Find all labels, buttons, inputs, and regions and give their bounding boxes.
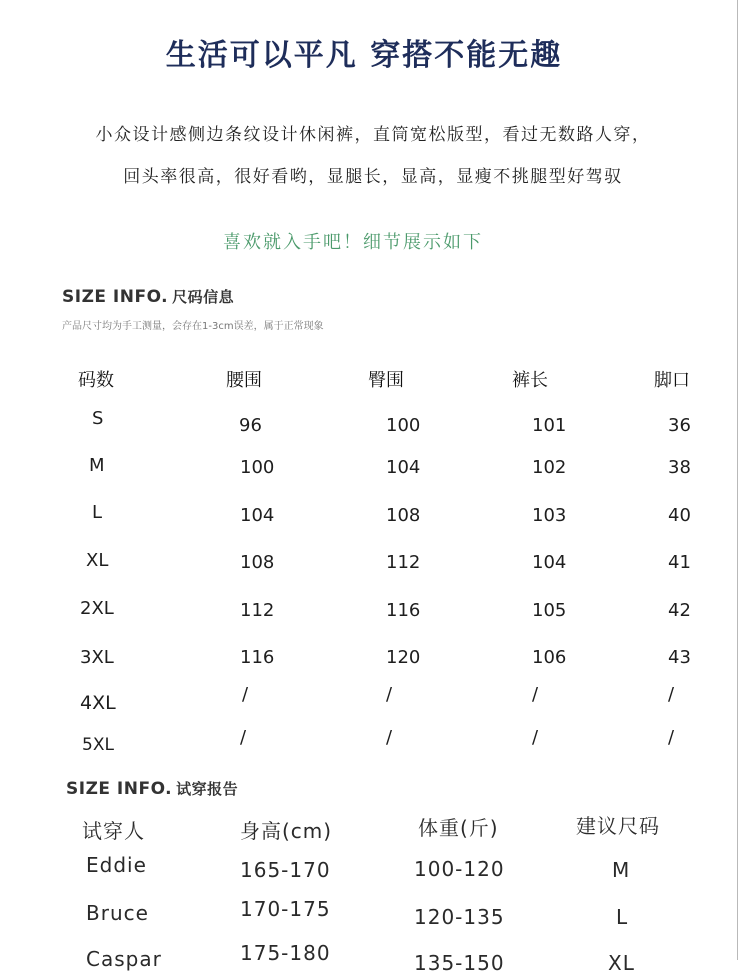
fit-report-heading-en: SIZE INFO. — [66, 779, 173, 799]
fit-col-header: 试穿人 — [82, 819, 145, 843]
size-cell-hip: 112 — [386, 552, 421, 573]
fit-cell-size: L — [616, 905, 629, 929]
fit-report-heading — [66, 778, 238, 799]
size-cell-hip: 108 — [386, 505, 421, 526]
fit-cell-height: 170-175 — [240, 897, 331, 921]
size-cell-length: 103 — [532, 505, 567, 526]
size-cell-length: 101 — [532, 415, 567, 436]
size-cell-hip: 100 — [386, 415, 421, 436]
size-cell-size: 2XL — [80, 598, 114, 619]
size-cell-length: / — [532, 684, 539, 705]
size-cell-waist: 104 — [240, 505, 275, 526]
size-cell-hip: / — [386, 727, 393, 748]
size-cell-length: 102 — [532, 457, 567, 478]
size-cell-size: 4XL — [80, 692, 116, 714]
size-info-heading-en: SIZE INFO. — [62, 287, 169, 307]
size-cell-waist: / — [242, 684, 249, 705]
measurement-note: 产品尺寸均为手工测量，会存在1-3cm误差，属于正常现象 — [62, 321, 324, 332]
fit-col-header: 身高(cm) — [240, 819, 333, 843]
size-cell-hip: 104 — [386, 457, 421, 478]
size-cell-waist: / — [240, 727, 247, 748]
fit-cell-height: 175-180 — [240, 941, 331, 965]
size-cell-waist: 112 — [240, 600, 275, 621]
size-col-header: 臀围 — [368, 370, 404, 391]
size-cell-size: 3XL — [80, 647, 114, 668]
description-line-2: 回头率很高，很好看哟，显腿长，显高，显瘦不挑腿型好驾驭 — [123, 167, 623, 187]
fit-cell-weight: 120-135 — [414, 905, 505, 929]
size-cell-waist: 116 — [240, 647, 275, 668]
fit-cell-name: Bruce — [86, 901, 149, 925]
size-col-header: 腰围 — [226, 370, 262, 391]
size-col-header: 裤长 — [512, 370, 548, 391]
size-cell-length: 105 — [532, 600, 567, 621]
size-cell-hem: 43 — [668, 647, 691, 668]
size-cell-hip: 116 — [386, 600, 421, 621]
size-cell-size: L — [92, 502, 103, 523]
fit-cell-size: M — [612, 858, 631, 882]
size-cell-waist: 100 — [240, 457, 275, 478]
size-cell-size: 5XL — [82, 735, 114, 755]
fit-cell-weight: 135-150 — [414, 951, 505, 975]
size-cell-hem: 38 — [668, 457, 691, 478]
size-cell-hip: / — [386, 684, 393, 705]
size-col-header: 脚口 — [654, 370, 690, 391]
page-title: 生活可以平凡 穿搭不能无趣 — [165, 38, 563, 73]
fit-cell-weight: 100-120 — [414, 857, 505, 881]
detail-highlight-text: 喜欢就入手吧！细节展示如下 — [223, 232, 483, 253]
size-cell-length: / — [532, 727, 539, 748]
fit-col-header: 建议尺码 — [576, 814, 660, 838]
size-cell-hem: / — [668, 684, 675, 705]
size-cell-size: XL — [86, 550, 109, 571]
size-cell-size: S — [92, 408, 104, 429]
size-info-heading-zh: 尺码信息 — [172, 288, 235, 306]
size-cell-hem: 40 — [668, 505, 691, 526]
size-cell-hem: 36 — [668, 415, 691, 436]
fit-col-header: 体重(斤) — [418, 816, 499, 840]
fit-cell-name: Eddie — [86, 853, 147, 877]
fit-report-heading-zh: 试穿报告 — [176, 780, 239, 798]
fit-cell-height: 165-170 — [240, 858, 331, 882]
size-cell-size: M — [89, 455, 105, 476]
size-cell-hip: 120 — [386, 647, 421, 668]
size-cell-hem: 42 — [668, 600, 691, 621]
size-info-heading — [62, 286, 234, 307]
description-line-1: 小众设计感侧边条纹设计休闲裤，直筒宽松版型，看过无数路人穿， — [95, 125, 651, 145]
size-col-header: 码数 — [78, 370, 114, 391]
size-cell-hem: 41 — [668, 552, 691, 573]
size-cell-waist: 96 — [239, 415, 262, 436]
size-cell-hem: / — [668, 727, 675, 748]
size-cell-length: 104 — [532, 552, 567, 573]
fit-cell-name: Caspar — [86, 947, 162, 971]
size-cell-length: 106 — [532, 647, 567, 668]
size-cell-waist: 108 — [240, 552, 275, 573]
fit-cell-size: XL — [608, 951, 635, 975]
